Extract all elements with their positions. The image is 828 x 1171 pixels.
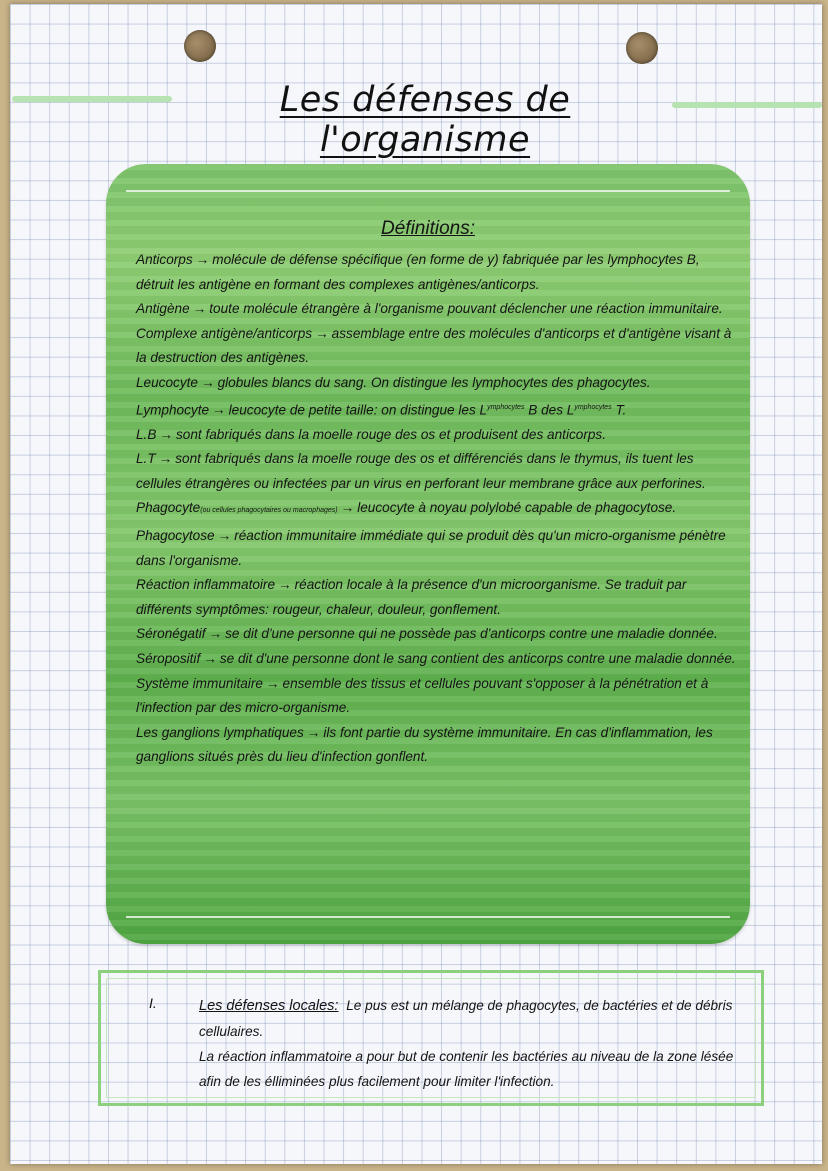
section-title: Les défenses locales:	[199, 998, 339, 1014]
definition-phagocytose	[136, 524, 736, 573]
definition-text: sont fabriqués dans la moelle rouge des os et différenciés dans le thymus, ils tuent les cellules étrangères ou infectées par un virus en perforant leur membrane grâce aux perforines.	[136, 451, 706, 491]
term: Complexe antigène/anticorps	[136, 325, 313, 341]
binder-hole-left	[184, 30, 216, 62]
term: Phagocytose	[136, 528, 215, 544]
section-number: I.	[149, 995, 157, 1011]
definition-seropositif	[136, 647, 736, 672]
definition-lt	[136, 447, 736, 496]
page-title: Les défenses de l'organisme	[279, 80, 571, 160]
title-decoration-left	[12, 96, 172, 102]
divider	[126, 916, 730, 918]
arrow-icon: →	[159, 426, 173, 442]
definition-leucocyte	[136, 371, 736, 396]
definition-text: globules blancs du sang. On distingue les lymphocytes des phagocytes.	[217, 374, 651, 390]
paper-sheet	[10, 4, 822, 1164]
definition-systeme-immunitaire	[136, 672, 736, 721]
definition-seronegatif	[136, 622, 736, 647]
definition-text: leucocyte à noyau polylobé capable de phagocytose.	[357, 500, 677, 516]
term: Séropositif	[136, 651, 201, 667]
arrow-icon: →	[158, 451, 173, 467]
term: Phagocyte	[136, 500, 201, 516]
term: Leucocyte	[136, 374, 198, 390]
arrow-icon: →	[200, 374, 215, 390]
section-text-1: Le pus est un mélange de phagocytes, de bactéries et de débris cellulaires.	[199, 998, 733, 1039]
term: L.T	[136, 451, 156, 467]
term: Lymphocyte	[136, 402, 210, 418]
definition-antigene	[136, 297, 736, 322]
definition-text: sont fabriqués dans la moelle rouge des os et produisent des anticorps.	[176, 426, 606, 442]
section-text-2: La réaction inflammatoire a pour but de contenir les bactéries au niveau de la zone lésée afin de les élliminées plus facilement pour limiter l'infection.	[199, 1049, 734, 1089]
arrow-icon: →	[278, 577, 292, 593]
arrow-icon: →	[192, 301, 207, 317]
definitions-list	[136, 248, 736, 770]
arrow-icon: →	[203, 651, 217, 667]
term: Antigène	[136, 301, 190, 317]
term-note: (ou cellules phagocytaires ou macrophages)	[200, 507, 338, 515]
definitions-box	[106, 164, 750, 944]
arrow-icon: →	[306, 724, 321, 740]
title-decoration-right	[672, 102, 822, 108]
definition-reaction-inflammatoire	[136, 573, 736, 622]
superscript: ymphocytes	[487, 403, 525, 411]
divider	[126, 190, 730, 192]
term: Séronégatif	[136, 626, 206, 642]
term: Système immunitaire	[136, 675, 263, 691]
definition-text: réaction immunitaire immédiate qui se produit dès qu'un micro-organisme pénètre dans l'organisme.	[136, 528, 726, 568]
definition-text: ils font partie du système immunitaire. En cas d'inflammation, les ganglions situés près du lieu d'infection gonflent.	[136, 724, 713, 765]
term: Les ganglions lymphatiques	[136, 724, 304, 740]
arrow-icon: →	[217, 528, 232, 544]
definition-text: réaction locale à la présence d'un microorganisme. Se traduit par différents symptômes: rougeur, chaleur, douleur, gonflement.	[136, 577, 687, 617]
arrow-icon: →	[315, 325, 329, 341]
arrow-icon: →	[195, 252, 210, 267]
section-1-box	[98, 970, 764, 1106]
definition-text: toute molécule étrangère à l'organisme pouvant déclencher une réaction immunitaire.	[209, 301, 723, 317]
definition-anticorps	[136, 248, 736, 297]
arrow-icon: →	[212, 402, 226, 418]
term: L.B	[136, 426, 157, 442]
definition-phagocyte	[136, 496, 736, 524]
arrow-icon: →	[265, 675, 280, 691]
definition-text: se dit d'une personne qui ne possède pas d'anticorps contre une maladie donnée.	[225, 626, 718, 642]
definition-text: se dit d'une personne dont le sang contient des anticorps contre une maladie donnée.	[219, 651, 736, 667]
arrow-icon: →	[340, 500, 355, 516]
section-1-text	[199, 993, 755, 1094]
definition-text: B des L	[524, 402, 575, 418]
binder-hole-right	[626, 32, 658, 64]
definition-text: assemblage entre des molécules d'anticorps et d'antigène visant à la destruction des antigènes.	[136, 325, 732, 366]
definition-text: molécule de défense spécifique (en forme de y) fabriquée par les lymphocytes B, détruit les antigène en formant des complexes antigènes/anticorps.	[136, 252, 700, 292]
definition-lb	[136, 423, 736, 448]
definitions-heading: Définitions:	[381, 218, 475, 239]
term: Réaction inflammatoire	[136, 577, 276, 593]
definition-lymphocyte	[136, 396, 736, 423]
superscript: ymphocytes	[574, 403, 612, 411]
definition-text: T.	[611, 402, 627, 418]
term: Anticorps	[136, 252, 193, 267]
definition-text: leucocyte de petite taille: on distingue les L	[228, 402, 488, 418]
definition-text: ensemble des tissus et cellules pouvant s'opposer à la pénétration et à l'infection par des micro-organisme.	[136, 675, 709, 716]
definition-ganglions	[136, 721, 736, 770]
definition-complexe	[136, 322, 736, 371]
arrow-icon: →	[208, 626, 223, 642]
